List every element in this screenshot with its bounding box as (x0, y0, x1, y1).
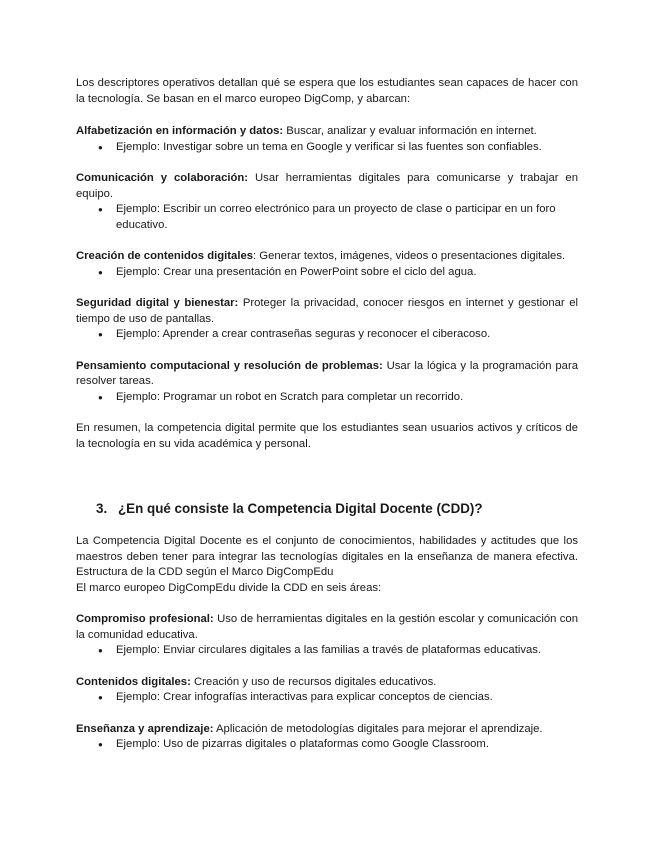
area-description (76, 124, 578, 140)
area-description (76, 359, 578, 390)
example-list (76, 643, 578, 659)
area-text: Uso de herramientas digitales en la gestión escolar y comunicación con la comunidad educativa. (76, 613, 578, 641)
area-title: Creación de contenidos digitales (76, 250, 254, 262)
area-text: Creación y uso de recursos digitales educativos. (190, 675, 437, 688)
document-page (76, 76, 578, 769)
example-item: ● Ejemplo: Aprender a crear contraseñas seguras y reconocer el ciberacoso. (116, 327, 578, 343)
area-title: Comunicación y colaboración: (76, 172, 249, 184)
area-text: Usar herramientas digitales para comunicarse y trabajar en equipo. (76, 172, 578, 200)
area-title: Compromiso profesional: (76, 613, 214, 625)
area-text: Buscar, analizar y evaluar información en internet. (283, 125, 537, 137)
section-spacer (76, 452, 578, 500)
area-professional-engagement (76, 612, 578, 659)
example-list (76, 737, 578, 753)
area-text: : Generar textos, imágenes, videos o presentaciones digitales. (253, 250, 566, 262)
area-text: Usar la lógica y la programación para resolver tareas. (76, 359, 578, 387)
example-list (76, 140, 578, 156)
example-item: ● Ejemplo: Crear una presentación en PowerPoint sobre el ciclo del agua. (116, 265, 578, 281)
area-content-creation (76, 249, 578, 280)
area-title: Seguridad digital y bienestar: (76, 297, 239, 309)
area-description (76, 612, 578, 643)
area-teaching-learning (76, 722, 578, 753)
area-description (76, 249, 578, 265)
example-item: ● Ejemplo: Investigar sobre un tema en Google y verificar si las fuentes son confiables. (116, 140, 578, 156)
area-title: Alfabetización en información y datos: (76, 125, 284, 137)
summary-paragraph: En resumen, la competencia digital permite que los estudiantes sean usuarios activos y críticos de la tecnología en su vida académica y personal. (76, 422, 578, 450)
area-description (76, 675, 578, 691)
example-item: ● Ejemplo: Programar un robot en Scratch para completar un recorrido. (116, 390, 578, 406)
section-title: ¿En qué consiste la Competencia Digital Docente (CDD)? (118, 501, 483, 516)
example-list (76, 327, 578, 343)
area-text: Aplicación de metodologías digitales para mejorar el aprendizaje. (213, 722, 543, 735)
area-description (76, 171, 578, 202)
area-title: Enseñanza y aprendizaje: (76, 722, 214, 735)
example-list (76, 265, 578, 281)
example-item: ● Ejemplo: Escribir un correo electrónico para un proyecto de clase o participar en un foro educativo. (116, 202, 578, 233)
section-number: 3. (96, 501, 108, 516)
example-list (76, 690, 578, 706)
cdd-intro-block (76, 534, 578, 596)
example-item: ● Ejemplo: Crear infografías interactivas para explicar conceptos de ciencias. (116, 690, 578, 706)
area-digital-resources (76, 675, 578, 706)
cdd-intro-paragraph-2: El marco europeo DigCompEdu divide la CDD en seis áreas: (76, 581, 382, 594)
area-communication (76, 171, 578, 233)
example-list (76, 390, 578, 406)
cdd-intro-paragraph: La Competencia Digital Docente es el conjunto de conocimientos, habilidades y actitudes que los maestros deben tener para integrar las tecnologías digitales en la enseñanza de manera efectiva. Estructura de la CDD según el Marco DigCompEdu (76, 535, 578, 578)
area-computational-thinking (76, 359, 578, 406)
example-item: ● Ejemplo: Enviar circulares digitales a las familias a través de plataformas educativas. (116, 643, 578, 659)
area-description (76, 722, 578, 738)
area-information-literacy (76, 124, 578, 155)
example-item: ● Ejemplo: Uso de pizarras digitales o plataformas como Google Classroom. (116, 737, 578, 753)
section-3-heading (96, 500, 578, 518)
area-digital-safety (76, 296, 578, 343)
example-list (76, 202, 578, 233)
area-title: Pensamiento computacional y resolución de problemas: (76, 359, 383, 372)
area-text: Proteger la privacidad, conocer riesgos en internet y gestionar el tiempo de uso de pantallas. (76, 297, 578, 325)
area-title: Contenidos digitales: (76, 675, 191, 688)
intro-paragraph: Los descriptores operativos detallan qué se espera que los estudiantes sean capaces de hacer con la tecnología. Se basan en el marco europeo DigComp, y abarcan: (76, 77, 578, 105)
area-description (76, 296, 578, 327)
